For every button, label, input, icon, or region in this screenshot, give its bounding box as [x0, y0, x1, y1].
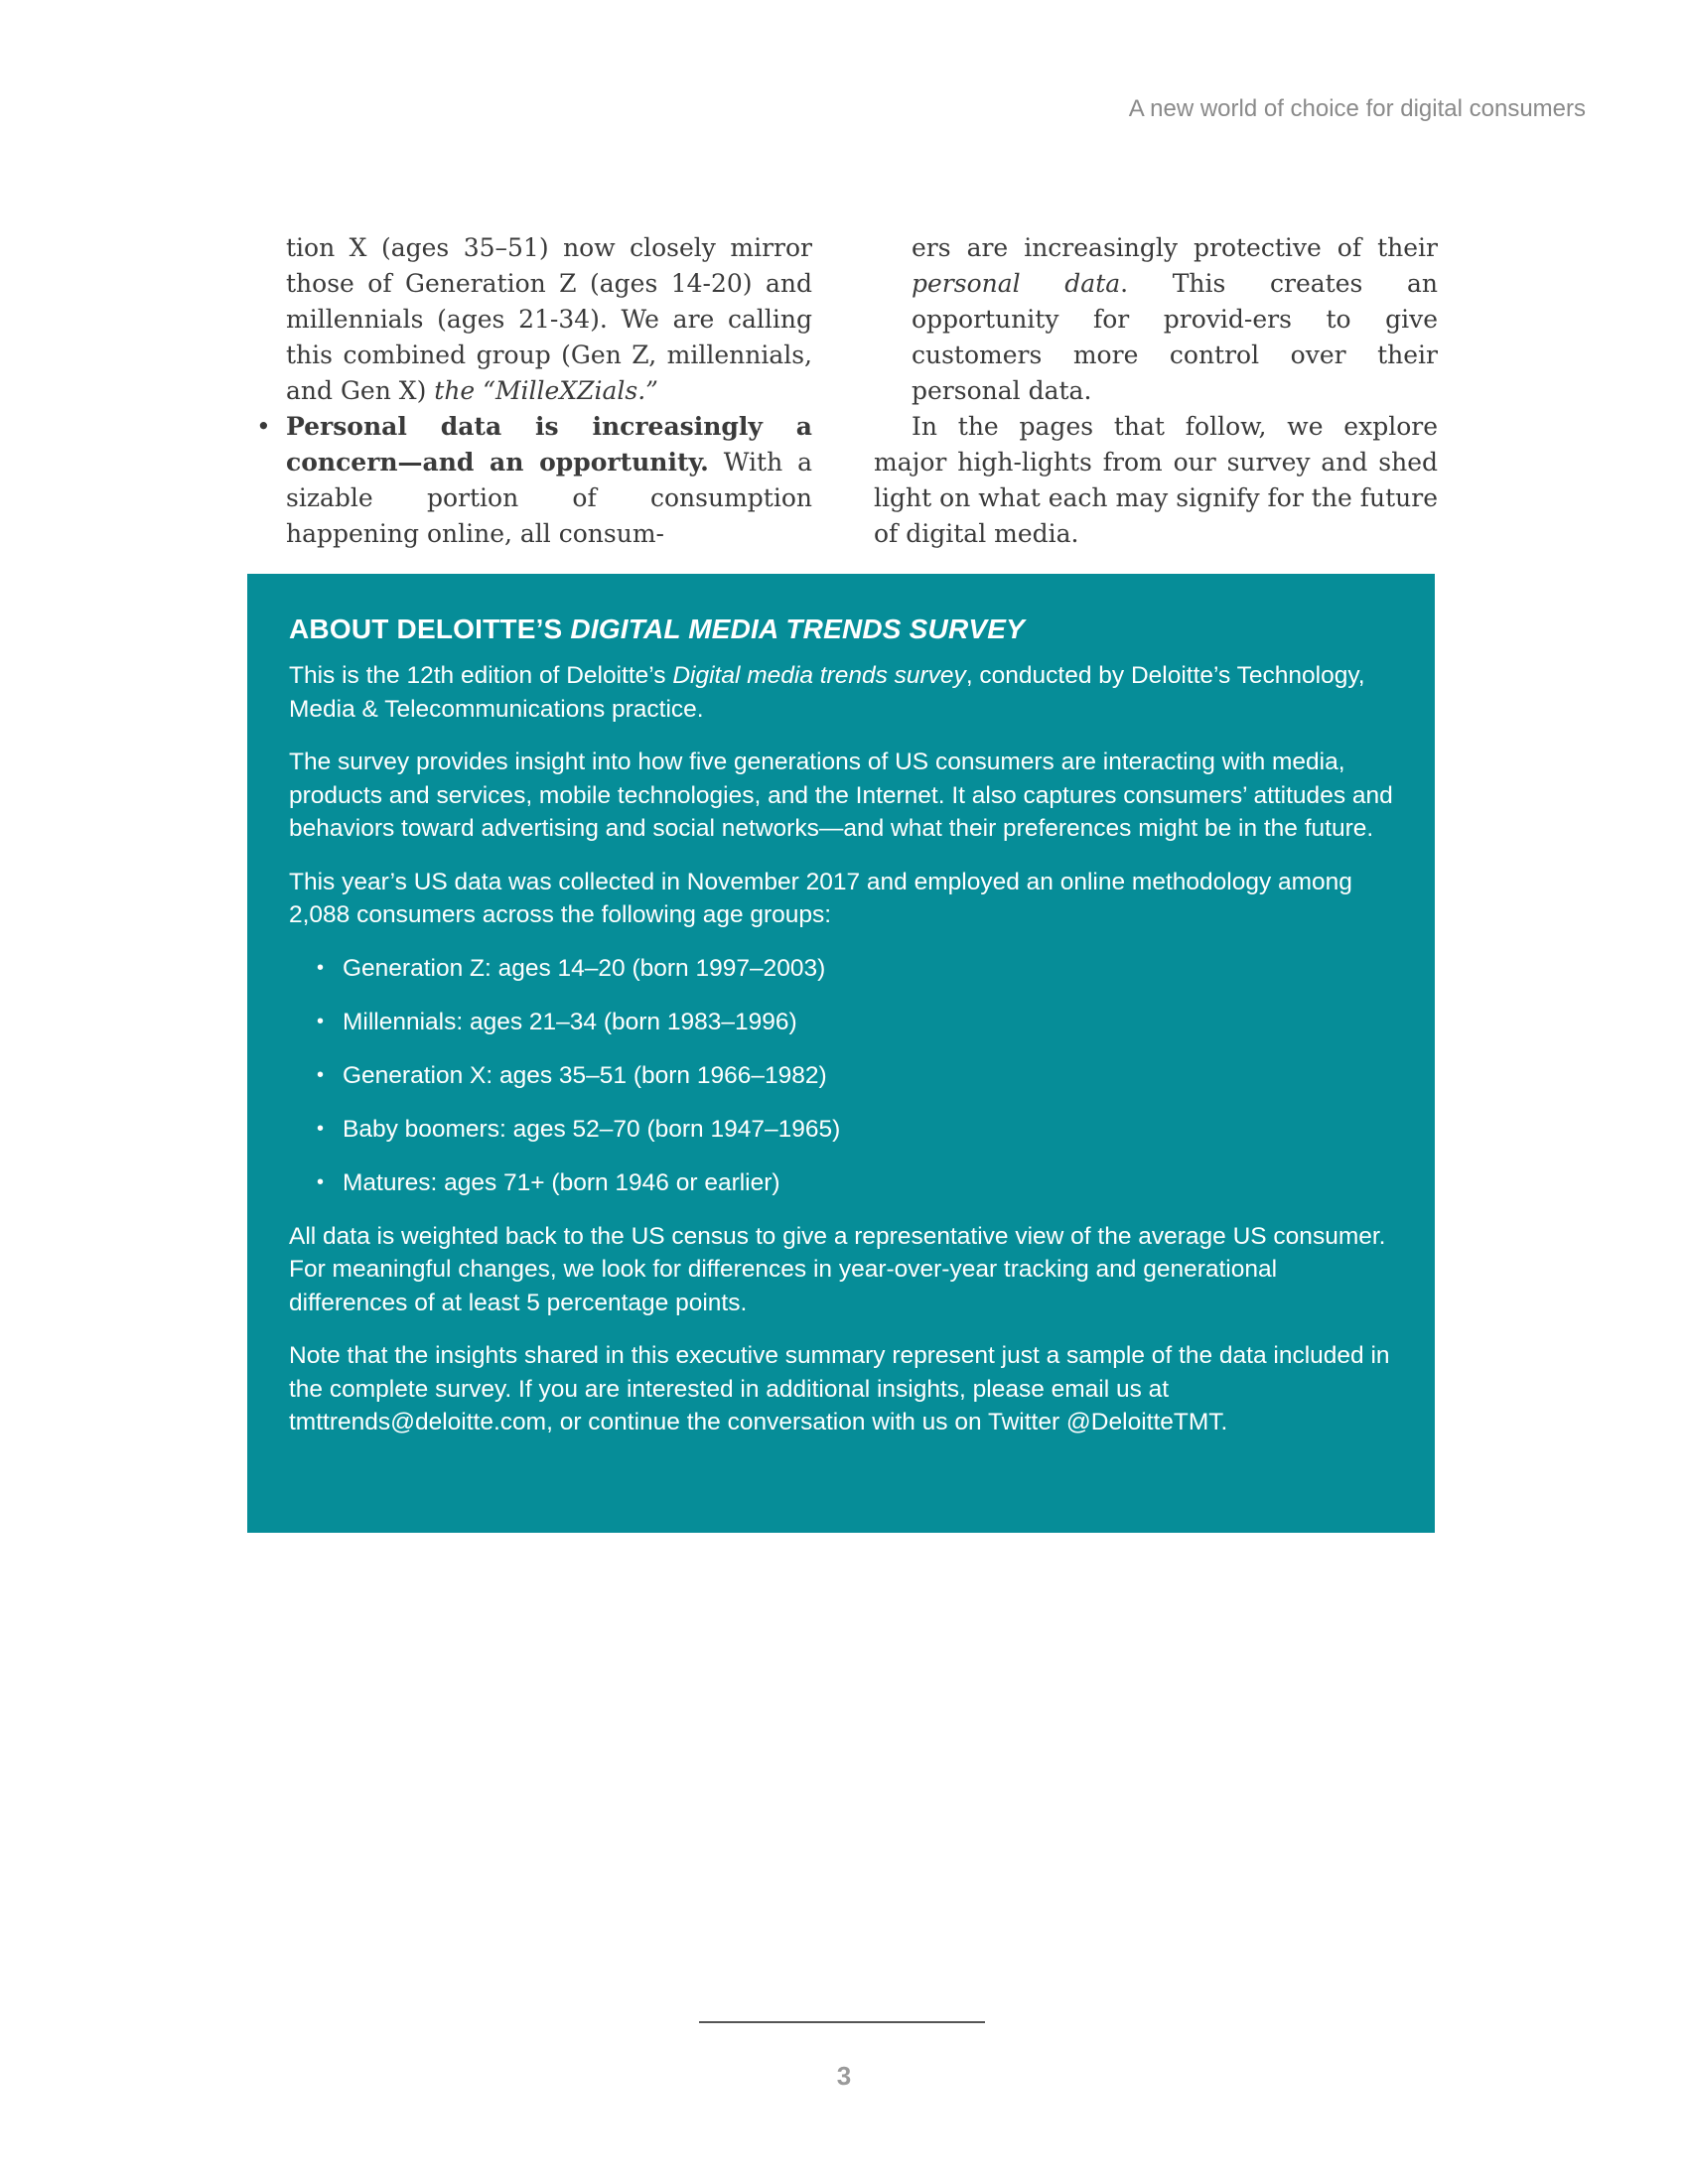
age-group-item: • Generation Z: ages 14–20 (born 1997–2003)	[289, 952, 1395, 986]
about-title-italic: DIGITAL MEDIA TRENDS SURVEY	[570, 614, 1025, 644]
bullet-text: With a sizable portion of consumption happening online, all consum-	[286, 448, 812, 548]
about-paragraph-2: The survey provides insight into how five generations of US consumers are interacting with media, products and services, mobile technologies, and the Internet. It also captures consumers’ attitudes and behaviors toward advertising and social networks—and what their preferences might be in the future.	[289, 749, 1393, 842]
left-column	[256, 230, 812, 552]
about-paragraph-3: This year’s US data was collected in November 2017 and employed an online methodology among 2,088 consumers across the following age groups:	[289, 868, 1352, 928]
about-title-plain: ABOUT DELOITTE’S	[289, 614, 571, 644]
right-para1-text-b: . This creates an opportunity for provid-ers to give customers more control over their personal data.	[912, 269, 1439, 405]
personal-data-term: personal data	[912, 269, 1121, 298]
bullet-marker: •	[256, 412, 271, 441]
right-paragraph-2: In the pages that follow, we explore major high-lights from our survey and shed light on what each may signify for the future of digital media.	[874, 412, 1438, 548]
page-number: 3	[836, 2061, 852, 2091]
bullet-bold-lead: Personal data is increasingly a concern—and an opportunity.	[286, 412, 812, 477]
about-paragraph-4: All data is weighted back to the US census to give a representative view of the average US consumer. For meaningful changes, we look for differences in year-over-year tracking and generational differences of at least 5 percentage points.	[289, 1222, 1386, 1316]
bullet-personal-data	[256, 409, 812, 552]
about-box-title	[289, 614, 1395, 645]
running-header: A new world of choice for digital consumers	[1128, 95, 1586, 122]
right-column	[874, 230, 1438, 552]
age-group-item: • Matures: ages 71+ (born 1946 or earlier)	[289, 1166, 1395, 1200]
about-survey-box	[247, 574, 1435, 1533]
right-paragraph-1	[874, 230, 1438, 409]
millexzials-term: the “MilleXZials.”	[434, 376, 658, 405]
about-intro-b: , conducted by Deloitte’s Technology, Media & Telecommunications practice.	[289, 662, 1365, 723]
right-para1-text-a: ers are increasingly protective of their	[912, 233, 1438, 262]
age-group-list	[289, 952, 1395, 1200]
survey-name-italic: Digital media trends survey	[672, 662, 966, 689]
continued-text: tion X (ages 35–51) now closely mirror those of Generation Z (ages 14-20) and millennials (ages 21-34). We are calling this combined group (Gen Z, millennials, and Gen X)	[286, 233, 812, 405]
continued-paragraph	[256, 230, 812, 409]
age-group-item: • Millennials: ages 21–34 (born 1983–1996)	[289, 1006, 1395, 1039]
age-group-item: • Baby boomers: ages 52–70 (born 1947–1965)	[289, 1113, 1395, 1147]
footer-rule	[699, 2021, 985, 2023]
about-intro-a: This is the 12th edition of Deloitte’s	[289, 662, 673, 689]
about-intro	[289, 659, 1395, 726]
age-group-item: • Generation X: ages 35–51 (born 1966–1982)	[289, 1059, 1395, 1093]
about-paragraph-5: Note that the insights shared in this executive summary represent just a sample of the data included in the complete survey. If you are interested in additional insights, please email us at tmttrends@deloitte.com, or continue the conversation with us on Twitter @DeloitteTMT.	[289, 1342, 1390, 1435]
